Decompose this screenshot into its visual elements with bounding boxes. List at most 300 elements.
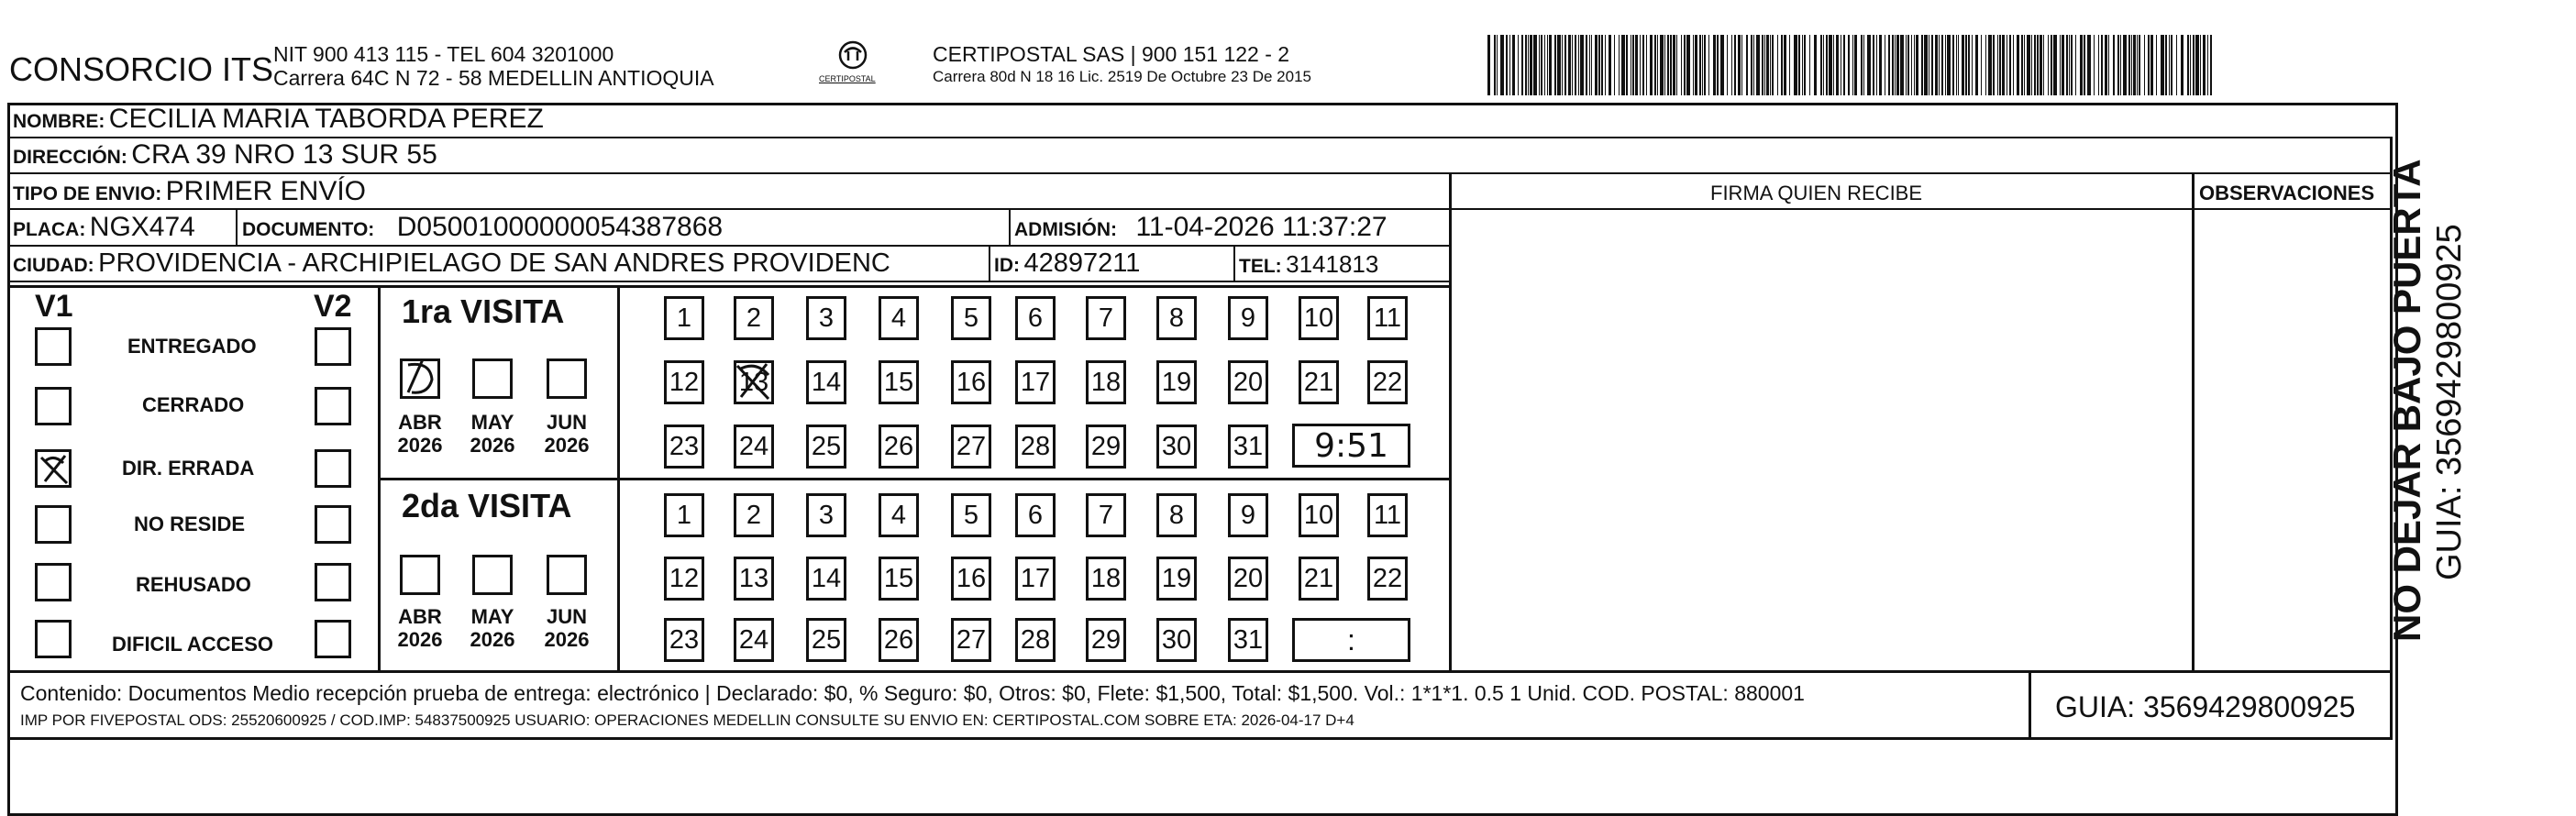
visit1-day-13[interactable] <box>734 360 774 404</box>
barcode-bar <box>1635 35 1638 95</box>
barcode-bar <box>1670 35 1672 95</box>
barcode-bar <box>2133 35 2136 95</box>
col-line-tel <box>1233 245 1235 281</box>
barcode-bar <box>1738 35 1741 95</box>
barcode-bar <box>1598 35 1600 95</box>
v2-checkbox-dir-errada[interactable] <box>315 449 351 488</box>
status-label-rehusado: REHUSADO <box>136 573 251 596</box>
visit2-day-label: 8 <box>1168 500 1185 530</box>
firma-header: FIRMA QUIEN RECIBE <box>1710 182 1923 204</box>
barcode-bar <box>1676 35 1677 95</box>
observaciones-header: OBSERVACIONES <box>2199 182 2375 204</box>
barcode-bar <box>1876 35 1877 95</box>
barcode-bar <box>1595 35 1598 95</box>
visit1-day-label: 19 <box>1161 367 1192 397</box>
visit1-day-18[interactable] <box>1086 360 1126 404</box>
visit1-day-label: 16 <box>956 367 987 397</box>
visit2-time-box[interactable] <box>1292 618 1410 662</box>
barcode-bar <box>1836 35 1839 95</box>
visit1-day-27[interactable] <box>951 425 991 469</box>
visit2-day-3[interactable] <box>806 493 846 537</box>
barcode-bar <box>2080 35 2083 95</box>
visit1-month-label-may <box>465 411 520 458</box>
visit2-day-13[interactable] <box>734 557 774 601</box>
visit2-month-jun: JUN <box>546 605 587 628</box>
barcode-bar <box>1947 35 1951 95</box>
visit1-time-value: 9:51 <box>1314 426 1388 465</box>
visit2-day-label: 24 <box>738 624 769 655</box>
visit2-day-27[interactable] <box>951 618 991 662</box>
v2-checkbox-cerrado[interactable] <box>315 387 351 425</box>
status-label-dir-errada: DIR. ERRADA <box>122 457 255 480</box>
barcode-bar <box>2040 35 2042 95</box>
checkmark-x-icon <box>38 452 71 487</box>
barcode-bar <box>2101 35 2103 95</box>
logo-text: CERTIPOSTAL <box>819 74 876 83</box>
visit2-day-11[interactable] <box>1367 493 1408 537</box>
visit1-day-30[interactable] <box>1156 425 1197 469</box>
barcode-bar <box>1764 35 1765 95</box>
visit1-day-label: 9 <box>1240 303 1256 333</box>
barcode-bar <box>1695 35 1697 95</box>
barcode-bar <box>1892 35 1894 95</box>
barcode-bar <box>1988 35 1992 95</box>
barcode-bar <box>1704 35 1706 95</box>
visit1-day-label: 4 <box>890 303 907 333</box>
v1-checkbox-dificil-acceso[interactable] <box>35 620 72 658</box>
v1-checkbox-rehusado[interactable] <box>35 563 72 601</box>
visit1-day-17[interactable] <box>1015 360 1056 404</box>
visit1-day-5[interactable] <box>951 296 991 340</box>
visit2-day-label: 26 <box>883 624 914 655</box>
barcode-bar <box>1789 35 1790 95</box>
barcode-bar <box>1646 35 1647 95</box>
visit1-month-box-may[interactable] <box>472 358 513 399</box>
barcode-bar <box>2120 35 2121 95</box>
barcode-bar <box>1975 35 1978 95</box>
visit2-day-label: 13 <box>738 563 769 593</box>
v1-checkbox-no-reside[interactable] <box>35 505 72 544</box>
visit1-day-19[interactable] <box>1156 360 1197 404</box>
barcode-bar <box>1667 35 1669 95</box>
barcode-bar <box>1497 35 1498 95</box>
visit1-day-label: 2 <box>746 303 762 333</box>
visit1-time-box[interactable] <box>1292 424 1410 468</box>
barcode-bar <box>2105 35 2107 95</box>
barcode-bar <box>1809 35 1810 95</box>
visit2-day-8[interactable] <box>1156 493 1197 537</box>
barcode-bar <box>1605 35 1606 95</box>
barcode-bar <box>1727 35 1728 95</box>
barcode-bar <box>1586 35 1587 95</box>
barcode-bar <box>1533 35 1537 95</box>
visit1-month-label-abr <box>392 411 448 458</box>
barcode-bar <box>2009 35 2011 95</box>
company-nit: NIT 900 413 115 - TEL 604 3201000 <box>273 42 614 66</box>
barcode-bar <box>1575 35 1576 95</box>
id-label: ID: <box>994 255 1020 276</box>
visit1-day-label: 30 <box>1161 431 1192 461</box>
visit1-day-25[interactable] <box>806 425 846 469</box>
barcode-bar <box>1654 35 1656 95</box>
barcode-bar <box>1794 35 1797 95</box>
barcode-bar <box>1562 35 1563 95</box>
visit1-day-6[interactable] <box>1015 296 1056 340</box>
barcode-bar <box>2066 35 2068 95</box>
side-warning: NO DEJAR BAJO PUERTA <box>2385 159 2428 642</box>
visit1-day-label: 26 <box>883 431 914 461</box>
barcode-bar <box>2176 35 2177 95</box>
visit2-title: 2da VISITA <box>402 487 572 524</box>
visit1-day-11[interactable] <box>1367 296 1408 340</box>
barcode-bar <box>1911 35 1912 95</box>
barcode-bar <box>1852 35 1853 95</box>
barcode-bar <box>1506 35 1508 95</box>
barcode-bar <box>2051 35 2052 95</box>
visit2-day-9[interactable] <box>1228 493 1268 537</box>
visit2-day-20[interactable] <box>1228 557 1268 601</box>
barcode-bar <box>2117 35 2119 95</box>
barcode-bar <box>1914 35 1915 95</box>
barcode-bar <box>1720 35 1724 95</box>
ciudad-label: CIUDAD: <box>13 255 94 276</box>
barcode-bar <box>2069 35 2070 95</box>
nombre-label: NOMBRE: <box>13 111 105 132</box>
barcode-bar <box>2137 35 2138 95</box>
placa-row <box>13 214 195 241</box>
visit1-day-label: 12 <box>669 367 700 397</box>
visit2-day-label: 20 <box>1233 563 1264 593</box>
visit2-day-label: 29 <box>1090 624 1122 655</box>
barcode-bar <box>1731 35 1732 95</box>
visit2-day-label: 27 <box>956 624 987 655</box>
visit2-month-abr: ABR <box>398 605 442 628</box>
visit1-day-label: 17 <box>1020 367 1051 397</box>
barcode-bar <box>1626 35 1628 95</box>
barcode-bar <box>1642 35 1644 95</box>
nombre-row <box>13 105 544 133</box>
barcode-bar <box>1708 35 1709 95</box>
barcode-bar <box>2021 35 2023 95</box>
visit2-day-1[interactable] <box>664 493 704 537</box>
visit2-day-label: 25 <box>811 624 842 655</box>
visit2-year-may: 2026 <box>470 628 515 652</box>
visit2-day-label: 21 <box>1303 563 1334 593</box>
barcode-bar <box>2037 35 2039 95</box>
certipostal-logo <box>812 39 894 94</box>
barcode-bar <box>1541 35 1542 95</box>
barcode-bar <box>1589 35 1590 95</box>
visit1-day-label: 22 <box>1372 367 1403 397</box>
barcode-bar <box>2084 35 2085 95</box>
visit1-day-label: 24 <box>738 431 769 461</box>
visit1-day-label: 23 <box>669 431 700 461</box>
barcode-bar <box>1999 35 2001 95</box>
visit2-month-box-abr[interactable] <box>400 555 440 595</box>
barcode-bar <box>1931 35 1933 95</box>
v1-checkbox-entregado[interactable] <box>35 327 72 366</box>
barcode-bar <box>1941 35 1943 95</box>
status-label-cerrado: CERRADO <box>142 393 245 416</box>
barcode-bar <box>1952 35 1954 95</box>
visit1-day-2[interactable] <box>734 296 774 340</box>
barcode-bar <box>1784 35 1786 95</box>
barcode-bar <box>1664 35 1665 95</box>
visit1-day-label: 29 <box>1090 431 1122 461</box>
visit1-day-8[interactable] <box>1156 296 1197 340</box>
visit2-day-label: 18 <box>1090 563 1122 593</box>
ciudad-row <box>13 250 890 277</box>
v2-checkbox-rehusado[interactable] <box>315 563 351 601</box>
visit2-day-label: 11 <box>1373 500 1402 530</box>
barcode-bar <box>1916 35 1918 95</box>
documento-value: D05001000000054387868 <box>396 212 724 242</box>
col-line-guia <box>2029 673 2031 740</box>
visit1-day-1[interactable] <box>664 296 704 340</box>
barcode-bar <box>1985 35 1986 95</box>
visit2-day-2[interactable] <box>734 493 774 537</box>
barcode-bar <box>1906 35 1907 95</box>
visit2-day-23[interactable] <box>664 618 704 662</box>
barcode-bar <box>2203 35 2206 95</box>
visit1-day-label: 25 <box>811 431 842 461</box>
visit1-day-9[interactable] <box>1228 296 1268 340</box>
visit1-day-10[interactable] <box>1299 296 1339 340</box>
barcode-bar <box>1756 35 1760 95</box>
visit2-day-5[interactable] <box>951 493 991 537</box>
barcode-bar <box>2171 35 2172 95</box>
visit2-day-22[interactable] <box>1367 557 1408 601</box>
v2-header: V2 <box>314 289 352 324</box>
visit2-month-label-abr <box>392 605 448 652</box>
tel-value: 3141813 <box>1286 250 1379 278</box>
footer-guia: GUIA: 3569429800925 <box>2055 690 2356 723</box>
visit2-day-16[interactable] <box>951 557 991 601</box>
col-line-admision <box>1009 208 1011 245</box>
visit2-day-label: 12 <box>669 563 700 593</box>
visit1-day-16[interactable] <box>951 360 991 404</box>
barcode-bar <box>2002 35 2005 95</box>
barcode-bar <box>2094 35 2095 95</box>
visit2-day-12[interactable] <box>664 557 704 601</box>
barcode-bar <box>1717 35 1719 95</box>
v1-checkbox-dir-errada[interactable] <box>35 449 72 488</box>
barcode-bar <box>2060 35 2061 95</box>
visit1-month-box-abr[interactable] <box>400 358 440 399</box>
barcode-bar <box>1762 35 1763 95</box>
barcode-bar <box>2139 35 2140 95</box>
v2-checkbox-dificil-acceso[interactable] <box>315 620 351 658</box>
barcode-bar <box>1968 35 1970 95</box>
visit1-day-3[interactable] <box>806 296 846 340</box>
barcode-bar <box>1525 35 1527 95</box>
barcode-bar <box>1820 35 1822 95</box>
visit1-year-jun: 2026 <box>544 434 590 458</box>
visit1-day-label: 8 <box>1168 303 1185 333</box>
barcode-bar <box>1572 35 1573 95</box>
visit1-day-20[interactable] <box>1228 360 1268 404</box>
barcode-bar <box>2017 35 2019 95</box>
visit2-day-31[interactable] <box>1228 618 1268 662</box>
v2-checkbox-no-reside[interactable] <box>315 505 351 544</box>
admision-value: 11-04-2026 11:37:27 <box>1135 212 1388 242</box>
barcode-bar <box>2187 35 2189 95</box>
visit2-day-4[interactable] <box>879 493 919 537</box>
carrier-name: CERTIPOSTAL SAS | 900 151 122 - 2 <box>933 42 1290 66</box>
barcode-bar <box>1972 35 1973 95</box>
barcode-bar <box>1578 35 1579 95</box>
visit2-day-label: 9 <box>1240 500 1256 530</box>
side-guia: GUIA: 3569429800925 <box>2430 224 2469 580</box>
barcode-bar <box>1614 35 1615 95</box>
col-line-placa <box>236 208 238 245</box>
barcode-bar <box>1640 35 1641 95</box>
visit2-day-18[interactable] <box>1086 557 1126 601</box>
visit2-month-box-jun[interactable] <box>547 555 587 595</box>
barcode-bar <box>1981 35 1982 95</box>
visit2-day-29[interactable] <box>1086 618 1126 662</box>
barcode-bar <box>1829 35 1832 95</box>
visit2-day-7[interactable] <box>1086 493 1126 537</box>
barcode-bar <box>1673 35 1675 95</box>
visit2-month-box-may[interactable] <box>472 555 513 595</box>
visit2-day-label: 30 <box>1161 624 1192 655</box>
barcode-bar <box>2200 35 2201 95</box>
barcode-bar <box>1935 35 1938 95</box>
visit1-day-label: 15 <box>883 367 914 397</box>
visit1-day-29[interactable] <box>1086 425 1126 469</box>
footer-impresion: IMP POR FIVEPOSTAL ODS: 25520600925 / COD.IMP: 54837500925 USUARIO: OPERACIONES MEDELLIN CONSULTE SU ENVIO EN: CERTIPOSTAL.COM SOBRE ETA: 2026-04-17 D+4 <box>20 711 1354 729</box>
row-line-footer <box>7 670 2392 673</box>
visit1-day-22[interactable] <box>1367 360 1408 404</box>
visit1-day-21[interactable] <box>1299 360 1339 404</box>
direccion-value: CRA 39 NRO 13 SUR 55 <box>131 139 437 170</box>
admision-row <box>1014 214 1388 241</box>
visit1-day-26[interactable] <box>879 425 919 469</box>
barcode-bar <box>1684 35 1686 95</box>
barcode-bar <box>1500 35 1504 95</box>
status-label-entregado: ENTREGADO <box>127 335 257 358</box>
visit2-day-19[interactable] <box>1156 557 1197 601</box>
barcode-bar <box>1702 35 1703 95</box>
visit2-day-label: 7 <box>1098 500 1114 530</box>
barcode-bar <box>1557 35 1561 95</box>
visit1-day-23[interactable] <box>664 425 704 469</box>
visit2-year-abr: 2026 <box>397 628 443 652</box>
visit1-day-12[interactable] <box>664 360 704 404</box>
visit1-day-15[interactable] <box>879 360 919 404</box>
barcode-bar <box>2108 35 2109 95</box>
visit2-day-24[interactable] <box>734 618 774 662</box>
visit2-day-17[interactable] <box>1015 557 1056 601</box>
visit1-day-14[interactable] <box>806 360 846 404</box>
visit2-day-10[interactable] <box>1299 493 1339 537</box>
visit1-day-28[interactable] <box>1015 425 1056 469</box>
row-line-2 <box>7 172 2392 174</box>
row-line-footer-bottom <box>7 737 2392 740</box>
barcode-bar <box>2190 35 2191 95</box>
company-name: CONSORCIO ITS <box>9 50 274 88</box>
barcode-bar <box>2156 35 2157 95</box>
barcode-bar <box>1921 35 1923 95</box>
barcode-bar <box>1945 35 1946 95</box>
v1-checkbox-cerrado[interactable] <box>35 387 72 425</box>
barcode-bar <box>2123 35 2127 95</box>
visit1-day-31[interactable] <box>1228 425 1268 469</box>
visit1-day-4[interactable] <box>879 296 919 340</box>
col-line-firma <box>1449 172 1452 673</box>
visit2-day-label: 16 <box>956 563 987 593</box>
visit2-day-25[interactable] <box>806 618 846 662</box>
visit2-day-6[interactable] <box>1015 493 1056 537</box>
barcode-bar <box>1539 35 1540 95</box>
visit2-day-26[interactable] <box>879 618 919 662</box>
barcode-bar <box>2181 35 2184 95</box>
handwritten-mark-icon <box>403 356 439 396</box>
barcode-bar <box>2034 35 2036 95</box>
barcode-bar <box>2113 35 2115 95</box>
barcode-bar <box>2024 35 2025 95</box>
barcode-bar <box>1549 35 1552 95</box>
barcode-bar <box>2071 35 2073 95</box>
status-label-dificil-acceso: DIFICIL ACCESO <box>112 633 274 656</box>
visit1-day-label: 11 <box>1373 303 1402 333</box>
barcode-bar <box>1867 35 1871 95</box>
visit2-day-15[interactable] <box>879 557 919 601</box>
visit1-month-box-jun[interactable] <box>547 358 587 399</box>
barcode-bar <box>2013 35 2014 95</box>
barcode-bar <box>1854 35 1857 95</box>
barcode-bar <box>2144 35 2145 95</box>
barcode-bar <box>2169 35 2170 95</box>
barcode-bar <box>1568 35 1571 95</box>
visit2-day-28[interactable] <box>1015 618 1056 662</box>
visit2-day-label: 17 <box>1020 563 1051 593</box>
barcode-bar <box>1554 35 1556 95</box>
barcode-bar <box>1487 35 1490 95</box>
tel-row <box>1239 252 1378 276</box>
visit2-day-14[interactable] <box>806 557 846 601</box>
direccion-label: DIRECCIÓN: <box>13 147 127 168</box>
barcode-bar <box>1521 35 1523 95</box>
visit2-time-value: : <box>1347 623 1355 656</box>
visit1-day-7[interactable] <box>1086 296 1126 340</box>
barcode-bar <box>1544 35 1545 95</box>
barcode-bar <box>1580 35 1584 95</box>
tipo-row <box>13 178 366 205</box>
visit1-day-label: 13 <box>738 367 769 397</box>
visit1-day-label: 1 <box>676 303 692 333</box>
barcode-bar <box>1601 35 1603 95</box>
barcode-bar <box>1861 35 1863 95</box>
visit2-day-label: 10 <box>1303 500 1334 530</box>
visit1-day-label: 31 <box>1233 431 1264 461</box>
visit2-day-30[interactable] <box>1156 618 1197 662</box>
barcode-bar <box>1753 35 1754 95</box>
visit2-day-21[interactable] <box>1299 557 1339 601</box>
barcode-bar <box>2131 35 2132 95</box>
placa-value: NGX474 <box>89 212 195 242</box>
barcode-bar <box>1956 35 1957 95</box>
barcode-bar <box>2027 35 2030 95</box>
barcode-bar <box>2062 35 2064 95</box>
barcode-bar <box>1888 35 1890 95</box>
visit1-day-24[interactable] <box>734 425 774 469</box>
visit2-day-label: 5 <box>963 500 979 530</box>
v2-checkbox-entregado[interactable] <box>315 327 351 366</box>
barcode-bar <box>1632 35 1634 95</box>
visit1-month-may: MAY <box>470 411 514 434</box>
